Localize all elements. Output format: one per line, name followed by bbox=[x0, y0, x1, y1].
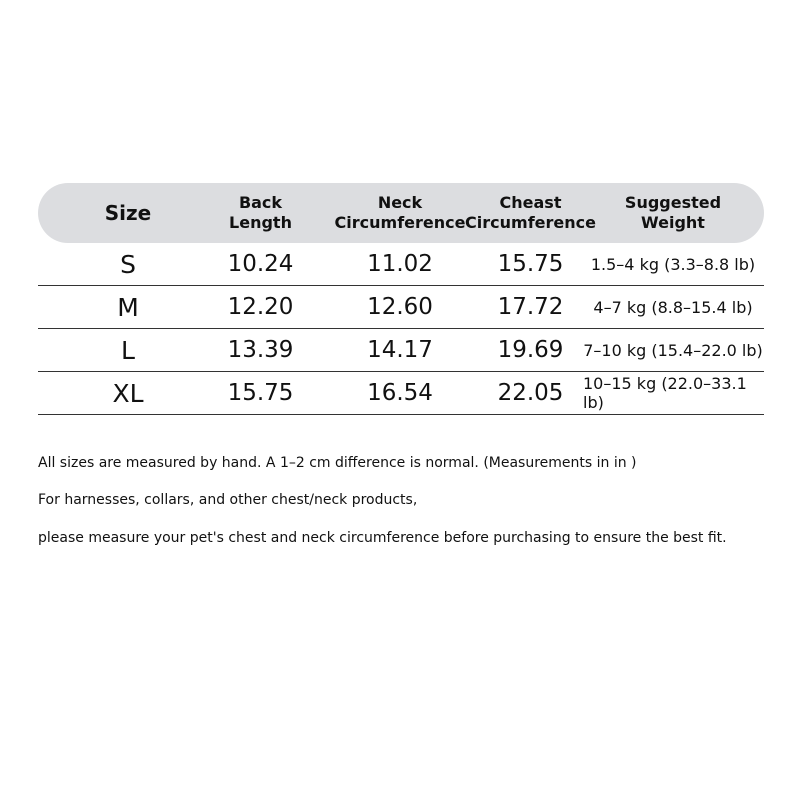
header-suggested-weight bbox=[583, 183, 763, 243]
header-back-line2: Length bbox=[229, 213, 292, 232]
cell-suggested-weight: 7–10 kg (15.4–22.0 lb) bbox=[583, 340, 763, 360]
header-neck-circumference bbox=[335, 183, 465, 243]
header-weight-line2: Weight bbox=[641, 213, 705, 232]
table-body bbox=[38, 243, 764, 415]
size-chart-table bbox=[38, 183, 764, 415]
cell-size: L bbox=[121, 335, 135, 365]
cell-size: XL bbox=[112, 378, 144, 408]
cell-suggested-weight: 10–15 kg (22.0–33.1 lb) bbox=[583, 374, 747, 412]
header-neck-line1: Neck bbox=[377, 193, 423, 212]
table-header bbox=[38, 183, 764, 243]
cell-size: S bbox=[120, 249, 136, 279]
header-weight-line1: Suggested bbox=[624, 193, 722, 212]
cell-chest-circumference: 17.72 bbox=[497, 294, 564, 320]
header-chest-line1: Cheast bbox=[499, 193, 562, 212]
cell-back-length: 12.20 bbox=[227, 294, 294, 320]
cell-neck-circumference: 14.17 bbox=[367, 337, 433, 363]
table-row bbox=[38, 372, 764, 415]
header-back-line1: Back bbox=[238, 193, 283, 212]
cell-chest-circumference: 15.75 bbox=[497, 251, 564, 277]
cell-back-length: 15.75 bbox=[227, 380, 294, 406]
cell-back-length: 10.24 bbox=[227, 251, 294, 277]
cell-chest-circumference: 22.05 bbox=[497, 380, 564, 406]
cell-neck-circumference: 11.02 bbox=[367, 251, 433, 277]
table-row bbox=[38, 286, 764, 329]
table-row bbox=[38, 243, 764, 286]
note-fit-advice: please measure your pet's chest and neck circumference before purchasing to ensure the best fit. bbox=[38, 530, 727, 546]
cell-size: M bbox=[117, 292, 139, 322]
header-size bbox=[78, 183, 178, 243]
cell-neck-circumference: 16.54 bbox=[367, 380, 433, 406]
header-back-length bbox=[208, 183, 313, 243]
header-chest-line2: Circumference bbox=[465, 213, 596, 232]
header-chest-circumference bbox=[465, 183, 596, 243]
header-neck-line2: Circumference bbox=[334, 213, 466, 232]
cell-chest-circumference: 19.69 bbox=[497, 337, 564, 363]
note-products: For harnesses, collars, and other chest/neck products, bbox=[38, 492, 418, 508]
header-size-line1: Size bbox=[104, 201, 152, 225]
cell-suggested-weight: 4–7 kg (8.8–15.4 lb) bbox=[593, 297, 753, 317]
note-measurement: All sizes are measured by hand. A 1–2 cm difference is normal. (Measurements in in ) bbox=[38, 455, 637, 471]
cell-neck-circumference: 12.60 bbox=[367, 294, 433, 320]
cell-back-length: 13.39 bbox=[227, 337, 294, 363]
table-row bbox=[38, 329, 764, 372]
cell-suggested-weight: 1.5–4 kg (3.3–8.8 lb) bbox=[590, 254, 756, 274]
